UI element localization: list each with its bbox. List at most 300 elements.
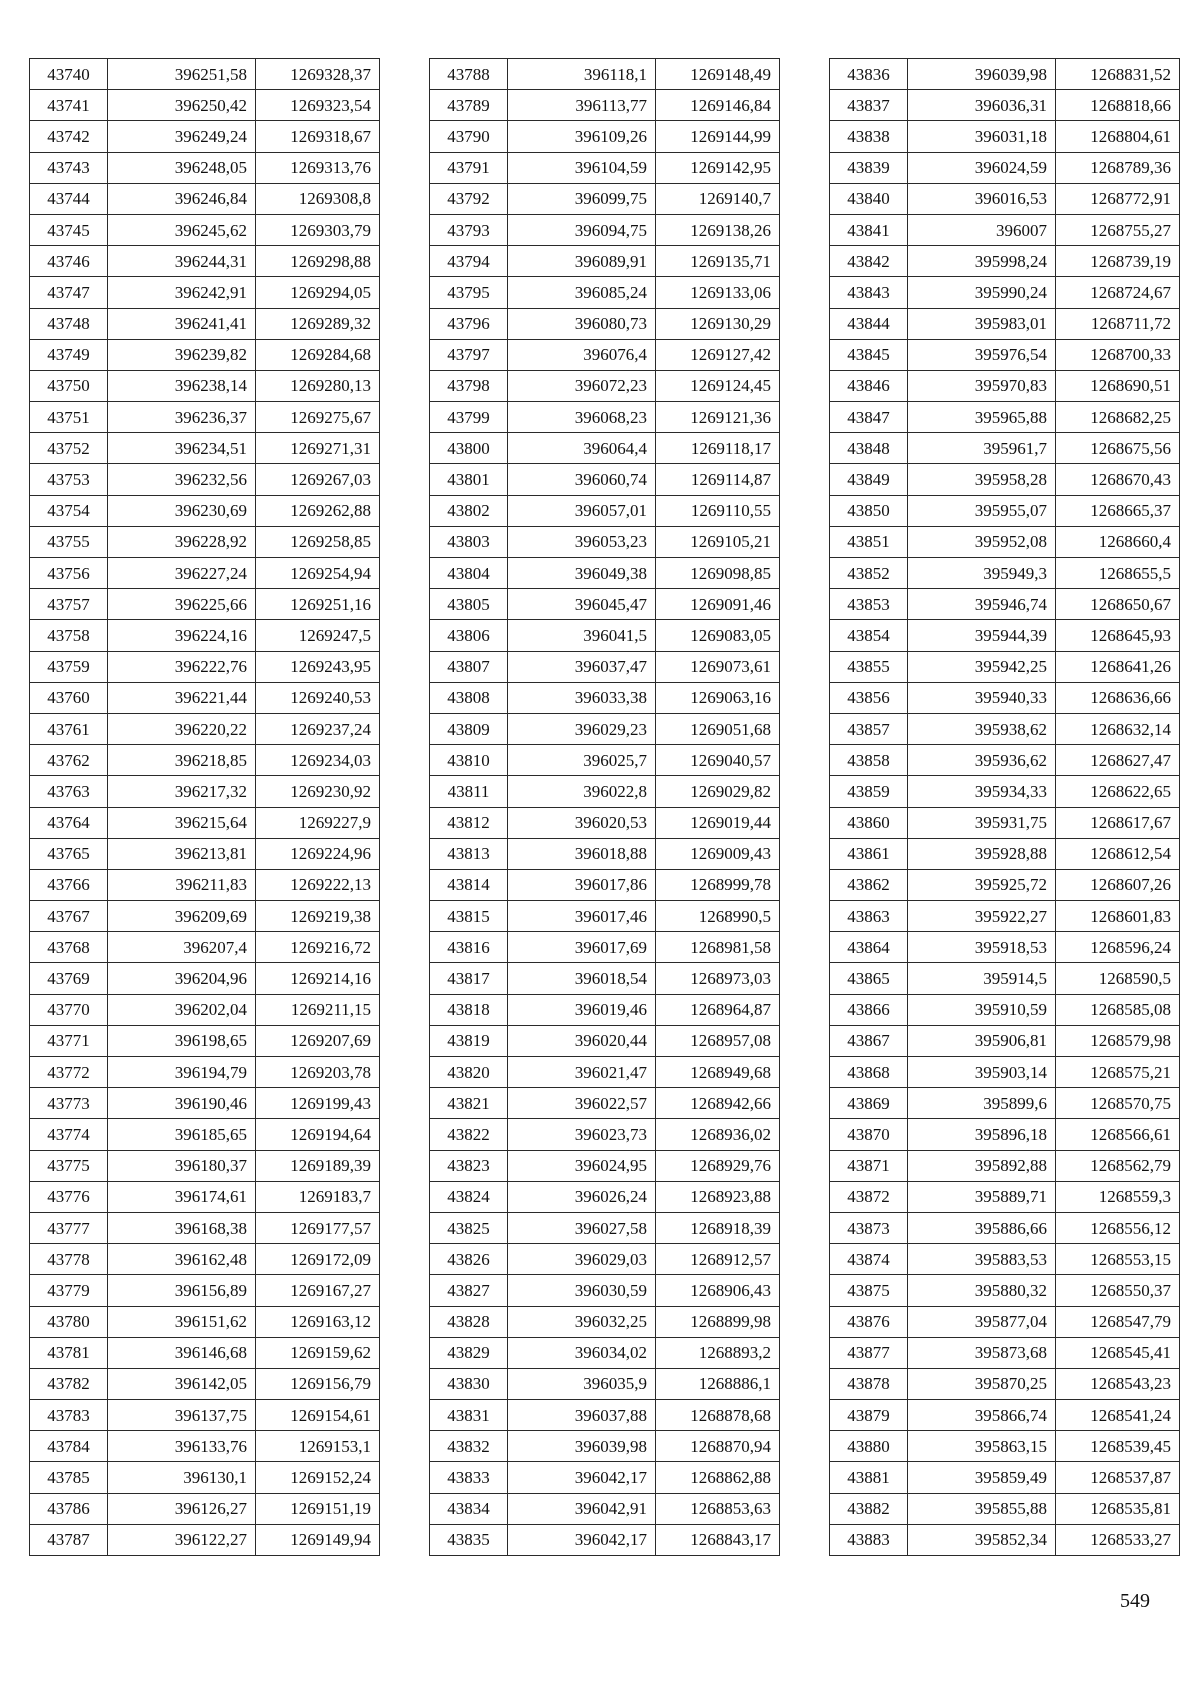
coordinate-table-middle [429, 58, 780, 1556]
y-coordinate-cell: 1269009,43 [656, 838, 780, 869]
point-number-cell: 43871 [830, 1150, 908, 1181]
x-coordinate-cell: 396180,37 [108, 1150, 256, 1181]
point-number-cell: 43847 [830, 402, 908, 433]
table-row [830, 932, 1180, 963]
x-coordinate-cell: 396225,66 [108, 589, 256, 620]
table-row [830, 1181, 1180, 1212]
point-number-cell: 43833 [430, 1462, 508, 1493]
x-coordinate-cell: 395970,83 [908, 370, 1056, 401]
x-coordinate-cell: 395946,74 [908, 589, 1056, 620]
y-coordinate-cell: 1268957,08 [656, 1025, 780, 1056]
y-coordinate-cell: 1268596,24 [1056, 932, 1180, 963]
y-coordinate-cell: 1269140,7 [656, 183, 780, 214]
y-coordinate-cell: 1268990,5 [656, 901, 780, 932]
x-coordinate-cell: 396020,44 [508, 1025, 656, 1056]
table-row [830, 1306, 1180, 1337]
y-coordinate-cell: 1269219,38 [256, 901, 380, 932]
table-row [430, 1275, 780, 1306]
point-number-cell: 43808 [430, 682, 508, 713]
point-number-cell: 43776 [30, 1181, 108, 1212]
y-coordinate-cell: 1268537,87 [1056, 1462, 1180, 1493]
x-coordinate-cell: 395880,32 [908, 1275, 1056, 1306]
table-row [830, 838, 1180, 869]
y-coordinate-cell: 1269194,64 [256, 1119, 380, 1150]
x-coordinate-cell: 395852,34 [908, 1524, 1056, 1555]
y-coordinate-cell: 1269214,16 [256, 963, 380, 994]
y-coordinate-cell: 1269114,87 [656, 464, 780, 495]
table-row [830, 1524, 1180, 1555]
x-coordinate-cell: 396156,89 [108, 1275, 256, 1306]
table-row [830, 526, 1180, 557]
point-number-cell: 43875 [830, 1275, 908, 1306]
point-number-cell: 43836 [830, 59, 908, 90]
x-coordinate-cell: 396126,27 [108, 1493, 256, 1524]
table-row [430, 59, 780, 90]
table-row [830, 807, 1180, 838]
x-coordinate-cell: 396198,65 [108, 1025, 256, 1056]
y-coordinate-cell: 1269308,8 [256, 183, 380, 214]
y-coordinate-cell: 1269183,7 [256, 1181, 380, 1212]
y-coordinate-cell: 1269222,13 [256, 869, 380, 900]
x-coordinate-cell: 396146,68 [108, 1337, 256, 1368]
table-row [430, 901, 780, 932]
y-coordinate-cell: 1268553,15 [1056, 1244, 1180, 1275]
point-number-cell: 43753 [30, 464, 108, 495]
x-coordinate-cell: 395889,71 [908, 1181, 1056, 1212]
y-coordinate-cell: 1268556,12 [1056, 1212, 1180, 1243]
point-number-cell: 43769 [30, 963, 108, 994]
x-coordinate-cell: 395886,66 [908, 1212, 1056, 1243]
y-coordinate-cell: 1269073,61 [656, 651, 780, 682]
y-coordinate-cell: 1268612,54 [1056, 838, 1180, 869]
table-row [830, 370, 1180, 401]
table-row [30, 745, 380, 776]
y-coordinate-cell: 1268936,02 [656, 1119, 780, 1150]
table-row [830, 59, 1180, 90]
x-coordinate-cell: 396041,5 [508, 620, 656, 651]
x-coordinate-cell: 396190,46 [108, 1088, 256, 1119]
point-number-cell: 43740 [30, 59, 108, 90]
x-coordinate-cell: 395914,5 [908, 963, 1056, 994]
y-coordinate-cell: 1268590,5 [1056, 963, 1180, 994]
table-row [830, 90, 1180, 121]
table-row [30, 1025, 380, 1056]
table-row [430, 869, 780, 900]
point-number-cell: 43762 [30, 745, 108, 776]
table-row [430, 558, 780, 589]
x-coordinate-cell: 396029,23 [508, 713, 656, 744]
x-coordinate-cell: 395863,15 [908, 1431, 1056, 1462]
x-coordinate-cell: 395859,49 [908, 1462, 1056, 1493]
table-row [30, 1431, 380, 1462]
point-number-cell: 43825 [430, 1212, 508, 1243]
table-row [830, 1244, 1180, 1275]
x-coordinate-cell: 396020,53 [508, 807, 656, 838]
x-coordinate-cell: 396042,17 [508, 1524, 656, 1555]
table-row [830, 776, 1180, 807]
y-coordinate-cell: 1269298,88 [256, 246, 380, 277]
x-coordinate-cell: 396021,47 [508, 1057, 656, 1088]
point-number-cell: 43792 [430, 183, 508, 214]
y-coordinate-cell: 1268942,66 [656, 1088, 780, 1119]
table-row [830, 464, 1180, 495]
x-coordinate-cell: 396025,7 [508, 745, 656, 776]
x-coordinate-cell: 396018,54 [508, 963, 656, 994]
table-row [830, 1493, 1180, 1524]
point-number-cell: 43756 [30, 558, 108, 589]
y-coordinate-cell: 1269323,54 [256, 90, 380, 121]
point-number-cell: 43782 [30, 1368, 108, 1399]
table-row [30, 620, 380, 651]
x-coordinate-cell: 396057,01 [508, 495, 656, 526]
point-number-cell: 43810 [430, 745, 508, 776]
point-number-cell: 43803 [430, 526, 508, 557]
y-coordinate-cell: 1268999,78 [656, 869, 780, 900]
table-row [30, 1462, 380, 1493]
point-number-cell: 43798 [430, 370, 508, 401]
x-coordinate-cell: 396249,24 [108, 121, 256, 152]
y-coordinate-cell: 1269138,26 [656, 214, 780, 245]
y-coordinate-cell: 1268964,87 [656, 994, 780, 1025]
y-coordinate-cell: 1269227,9 [256, 807, 380, 838]
x-coordinate-cell: 396027,58 [508, 1212, 656, 1243]
table-row [430, 152, 780, 183]
y-coordinate-cell: 1269303,79 [256, 214, 380, 245]
table-row [830, 745, 1180, 776]
y-coordinate-cell: 1269199,43 [256, 1088, 380, 1119]
y-coordinate-cell: 1268862,88 [656, 1462, 780, 1493]
table-row [30, 526, 380, 557]
x-coordinate-cell: 396168,38 [108, 1212, 256, 1243]
table-row [30, 1119, 380, 1150]
y-coordinate-cell: 1269142,95 [656, 152, 780, 183]
y-coordinate-cell: 1269230,92 [256, 776, 380, 807]
y-coordinate-cell: 1268818,66 [1056, 90, 1180, 121]
table-row [30, 1306, 380, 1337]
table-row [30, 402, 380, 433]
x-coordinate-cell: 395918,53 [908, 932, 1056, 963]
table-row [30, 901, 380, 932]
point-number-cell: 43784 [30, 1431, 108, 1462]
point-number-cell: 43786 [30, 1493, 108, 1524]
y-coordinate-cell: 1269105,21 [656, 526, 780, 557]
table-row [30, 932, 380, 963]
x-coordinate-cell: 396017,46 [508, 901, 656, 932]
y-coordinate-cell: 1268545,41 [1056, 1337, 1180, 1368]
y-coordinate-cell: 1268541,24 [1056, 1400, 1180, 1431]
table-row [430, 1306, 780, 1337]
table-row [30, 433, 380, 464]
table-row [30, 308, 380, 339]
point-number-cell: 43765 [30, 838, 108, 869]
x-coordinate-cell: 396202,04 [108, 994, 256, 1025]
point-number-cell: 43785 [30, 1462, 108, 1493]
x-coordinate-cell: 396151,62 [108, 1306, 256, 1337]
y-coordinate-cell: 1268559,3 [1056, 1181, 1180, 1212]
y-coordinate-cell: 1268535,81 [1056, 1493, 1180, 1524]
point-number-cell: 43759 [30, 651, 108, 682]
table-row [830, 869, 1180, 900]
x-coordinate-cell: 396094,75 [508, 214, 656, 245]
y-coordinate-cell: 1268607,26 [1056, 869, 1180, 900]
x-coordinate-cell: 395936,62 [908, 745, 1056, 776]
point-number-cell: 43764 [30, 807, 108, 838]
table-row [30, 246, 380, 277]
y-coordinate-cell: 1269258,85 [256, 526, 380, 557]
point-number-cell: 43815 [430, 901, 508, 932]
table-row [830, 277, 1180, 308]
x-coordinate-cell: 396236,37 [108, 402, 256, 433]
point-number-cell: 43805 [430, 589, 508, 620]
point-number-cell: 43822 [430, 1119, 508, 1150]
y-coordinate-cell: 1268655,5 [1056, 558, 1180, 589]
x-coordinate-cell: 396080,73 [508, 308, 656, 339]
x-coordinate-cell: 396060,74 [508, 464, 656, 495]
x-coordinate-cell: 396209,69 [108, 901, 256, 932]
y-coordinate-cell: 1269121,36 [656, 402, 780, 433]
table-row [830, 1057, 1180, 1088]
y-coordinate-cell: 1269127,42 [656, 339, 780, 370]
x-coordinate-cell: 396022,57 [508, 1088, 656, 1119]
point-number-cell: 43862 [830, 869, 908, 900]
x-coordinate-cell: 395870,25 [908, 1368, 1056, 1399]
point-number-cell: 43767 [30, 901, 108, 932]
x-coordinate-cell: 395961,7 [908, 433, 1056, 464]
y-coordinate-cell: 1268627,47 [1056, 745, 1180, 776]
table-row [830, 495, 1180, 526]
point-number-cell: 43788 [430, 59, 508, 90]
table-row [30, 90, 380, 121]
table-row [430, 183, 780, 214]
x-coordinate-cell: 396242,91 [108, 277, 256, 308]
point-number-cell: 43760 [30, 682, 108, 713]
y-coordinate-cell: 1269156,79 [256, 1368, 380, 1399]
table-row [30, 807, 380, 838]
y-coordinate-cell: 1269294,05 [256, 277, 380, 308]
y-coordinate-cell: 1269211,15 [256, 994, 380, 1025]
table-row [830, 1150, 1180, 1181]
table-row [430, 776, 780, 807]
x-coordinate-cell: 396142,05 [108, 1368, 256, 1399]
point-number-cell: 43823 [430, 1150, 508, 1181]
y-coordinate-cell: 1268918,39 [656, 1212, 780, 1243]
y-coordinate-cell: 1269091,46 [656, 589, 780, 620]
table-row [430, 308, 780, 339]
table-row [830, 1400, 1180, 1431]
point-number-cell: 43751 [30, 402, 108, 433]
table-row [830, 1337, 1180, 1368]
point-number-cell: 43881 [830, 1462, 908, 1493]
point-number-cell: 43869 [830, 1088, 908, 1119]
point-number-cell: 43861 [830, 838, 908, 869]
x-coordinate-cell: 396042,91 [508, 1493, 656, 1524]
table-row [830, 713, 1180, 744]
x-coordinate-cell: 396228,92 [108, 526, 256, 557]
table-row [830, 152, 1180, 183]
y-coordinate-cell: 1269224,96 [256, 838, 380, 869]
point-number-cell: 43783 [30, 1400, 108, 1431]
table-row [830, 1025, 1180, 1056]
table-row [30, 776, 380, 807]
table-row [830, 339, 1180, 370]
table-row [430, 1337, 780, 1368]
table-row [30, 713, 380, 744]
x-coordinate-cell: 395883,53 [908, 1244, 1056, 1275]
table-row [430, 1150, 780, 1181]
table-row [30, 838, 380, 869]
point-number-cell: 43794 [430, 246, 508, 277]
table-row [30, 1057, 380, 1088]
table-row [830, 1119, 1180, 1150]
y-coordinate-cell: 1269149,94 [256, 1524, 380, 1555]
table-row [430, 1057, 780, 1088]
x-coordinate-cell: 395983,01 [908, 308, 1056, 339]
x-coordinate-cell: 396049,38 [508, 558, 656, 589]
x-coordinate-cell: 396213,81 [108, 838, 256, 869]
x-coordinate-cell: 396245,62 [108, 214, 256, 245]
point-number-cell: 43812 [430, 807, 508, 838]
table-row [30, 1212, 380, 1243]
table-row [430, 713, 780, 744]
point-number-cell: 43749 [30, 339, 108, 370]
y-coordinate-cell: 1269051,68 [656, 713, 780, 744]
table-row [430, 1119, 780, 1150]
y-coordinate-cell: 1268675,56 [1056, 433, 1180, 464]
y-coordinate-cell: 1269151,19 [256, 1493, 380, 1524]
y-coordinate-cell: 1269280,13 [256, 370, 380, 401]
x-coordinate-cell: 396241,41 [108, 308, 256, 339]
table-row [830, 402, 1180, 433]
point-number-cell: 43829 [430, 1337, 508, 1368]
y-coordinate-cell: 1269237,24 [256, 713, 380, 744]
table-row [830, 901, 1180, 932]
point-number-cell: 43795 [430, 277, 508, 308]
point-number-cell: 43872 [830, 1181, 908, 1212]
y-coordinate-cell: 1268617,67 [1056, 807, 1180, 838]
y-coordinate-cell: 1269040,57 [656, 745, 780, 776]
x-coordinate-cell: 396032,25 [508, 1306, 656, 1337]
y-coordinate-cell: 1269328,37 [256, 59, 380, 90]
point-number-cell: 43802 [430, 495, 508, 526]
y-coordinate-cell: 1269234,03 [256, 745, 380, 776]
x-coordinate-cell: 395928,88 [908, 838, 1056, 869]
x-coordinate-cell: 396089,91 [508, 246, 656, 277]
x-coordinate-cell: 396185,65 [108, 1119, 256, 1150]
x-coordinate-cell: 396137,75 [108, 1400, 256, 1431]
y-coordinate-cell: 1269189,39 [256, 1150, 380, 1181]
y-coordinate-cell: 1269203,78 [256, 1057, 380, 1088]
x-coordinate-cell: 396122,27 [108, 1524, 256, 1555]
point-number-cell: 43750 [30, 370, 108, 401]
point-number-cell: 43800 [430, 433, 508, 464]
y-coordinate-cell: 1268539,45 [1056, 1431, 1180, 1462]
x-coordinate-cell: 396238,14 [108, 370, 256, 401]
y-coordinate-cell: 1268711,72 [1056, 308, 1180, 339]
table-row [830, 651, 1180, 682]
y-coordinate-cell: 1268878,68 [656, 1400, 780, 1431]
point-number-cell: 43813 [430, 838, 508, 869]
table-row [430, 1524, 780, 1555]
point-number-cell: 43789 [430, 90, 508, 121]
table-row [30, 651, 380, 682]
x-coordinate-cell: 396017,86 [508, 869, 656, 900]
x-coordinate-cell: 395903,14 [908, 1057, 1056, 1088]
point-number-cell: 43870 [830, 1119, 908, 1150]
y-coordinate-cell: 1268929,76 [656, 1150, 780, 1181]
point-number-cell: 43841 [830, 214, 908, 245]
x-coordinate-cell: 396232,56 [108, 464, 256, 495]
table-row [830, 1431, 1180, 1462]
y-coordinate-cell: 1268533,27 [1056, 1524, 1180, 1555]
x-coordinate-cell: 396037,47 [508, 651, 656, 682]
x-coordinate-cell: 395990,24 [908, 277, 1056, 308]
y-coordinate-cell: 1269130,29 [656, 308, 780, 339]
point-number-cell: 43855 [830, 651, 908, 682]
x-coordinate-cell: 396036,31 [908, 90, 1056, 121]
point-number-cell: 43850 [830, 495, 908, 526]
y-coordinate-cell: 1268923,88 [656, 1181, 780, 1212]
point-number-cell: 43754 [30, 495, 108, 526]
y-coordinate-cell: 1268650,67 [1056, 589, 1180, 620]
table-row [430, 1088, 780, 1119]
y-coordinate-cell: 1269243,95 [256, 651, 380, 682]
point-number-cell: 43790 [430, 121, 508, 152]
table-row [830, 963, 1180, 994]
table-row [30, 1337, 380, 1368]
y-coordinate-cell: 1269318,67 [256, 121, 380, 152]
point-number-cell: 43744 [30, 183, 108, 214]
y-coordinate-cell: 1268893,2 [656, 1337, 780, 1368]
y-coordinate-cell: 1269251,16 [256, 589, 380, 620]
point-number-cell: 43877 [830, 1337, 908, 1368]
point-number-cell: 43858 [830, 745, 908, 776]
y-coordinate-cell: 1269159,62 [256, 1337, 380, 1368]
table-row [830, 558, 1180, 589]
y-coordinate-cell: 1268665,37 [1056, 495, 1180, 526]
x-coordinate-cell: 396031,18 [908, 121, 1056, 152]
point-number-cell: 43807 [430, 651, 508, 682]
table-row [830, 1368, 1180, 1399]
table-row [830, 121, 1180, 152]
y-coordinate-cell: 1268601,83 [1056, 901, 1180, 932]
point-number-cell: 43857 [830, 713, 908, 744]
x-coordinate-cell: 396026,24 [508, 1181, 656, 1212]
table-row [430, 838, 780, 869]
point-number-cell: 43817 [430, 963, 508, 994]
x-coordinate-cell: 396064,4 [508, 433, 656, 464]
table-row [30, 682, 380, 713]
table-row [430, 277, 780, 308]
point-number-cell: 43791 [430, 152, 508, 183]
table-row [430, 1493, 780, 1524]
table-row [30, 121, 380, 152]
y-coordinate-cell: 1269289,32 [256, 308, 380, 339]
table-row [830, 589, 1180, 620]
point-number-cell: 43766 [30, 869, 108, 900]
table-row [830, 214, 1180, 245]
table-row [430, 1400, 780, 1431]
table-row [830, 308, 1180, 339]
x-coordinate-cell: 396024,59 [908, 152, 1056, 183]
point-number-cell: 43883 [830, 1524, 908, 1555]
y-coordinate-cell: 1268899,98 [656, 1306, 780, 1337]
point-number-cell: 43818 [430, 994, 508, 1025]
table-row [830, 1088, 1180, 1119]
point-number-cell: 43879 [830, 1400, 908, 1431]
x-coordinate-cell: 396230,69 [108, 495, 256, 526]
y-coordinate-cell: 1269146,84 [656, 90, 780, 121]
x-coordinate-cell: 396034,02 [508, 1337, 656, 1368]
